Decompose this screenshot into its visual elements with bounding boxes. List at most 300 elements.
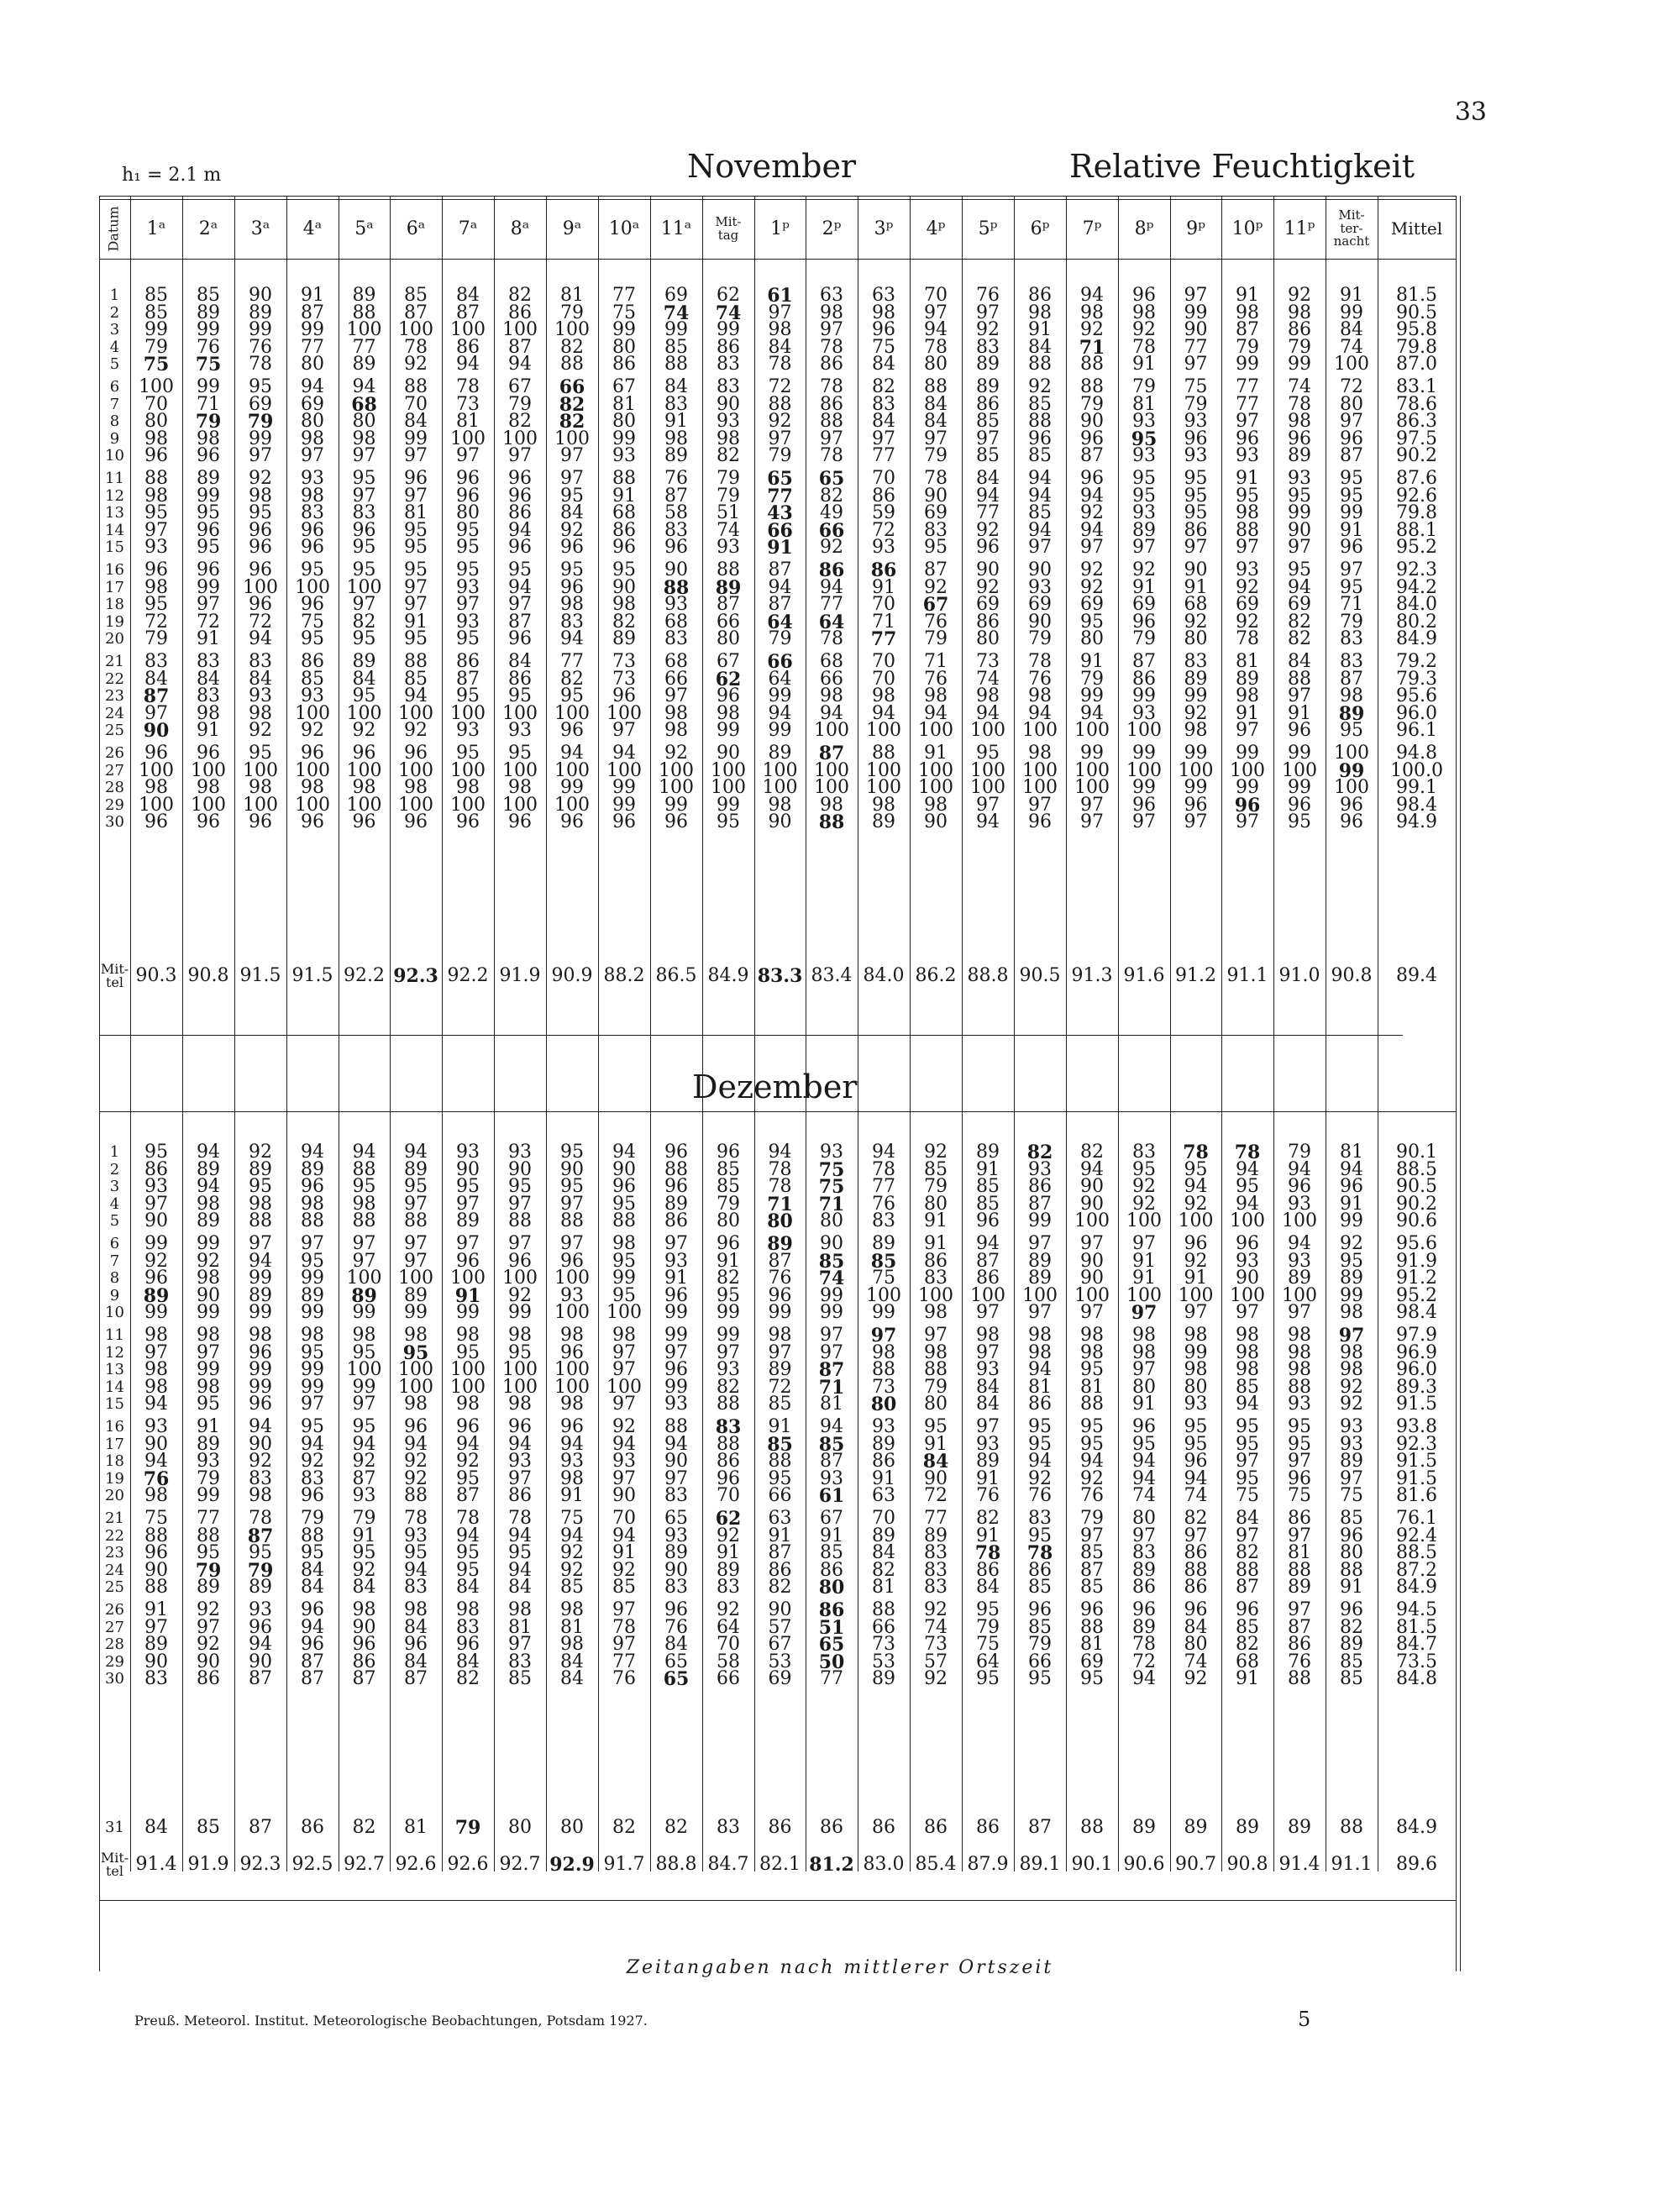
dezember-humidity-value: 98 — [924, 1341, 948, 1363]
november-humidity-value: 73 — [976, 651, 1000, 672]
november-humidity-value: 96 — [560, 720, 584, 741]
dezember-humidity-value: 78 — [768, 1158, 792, 1180]
november-daily-mean: 98.4 — [1396, 794, 1437, 816]
dezember-humidity-value: 83 — [715, 1416, 742, 1438]
november-humidity-value: 97 — [144, 519, 168, 541]
hour-header: 1ᵖ — [770, 218, 790, 239]
dezember-humidity-value: 93 — [612, 1451, 636, 1472]
dezember-humidity-value: 85 — [818, 1433, 845, 1456]
dezember-humidity-value: 66 — [768, 1485, 792, 1506]
dezember-humidity-value: 94 — [872, 1142, 895, 1163]
dezember-humidity-value: 78 — [1234, 1142, 1261, 1163]
november-humidity-value: 95 — [456, 537, 480, 558]
dezember-humidity-value: 94 — [1028, 1451, 1052, 1472]
dezember-humidity-value: 71 — [767, 1193, 793, 1215]
november-humidity-value: 72 — [249, 611, 272, 633]
dezember-humidity-value: 83 — [1132, 1142, 1156, 1163]
november-humidity-value: 100 — [866, 720, 901, 741]
dezember-humidity-value: 99 — [664, 1376, 688, 1398]
november-humidity-value: 95 — [352, 468, 376, 489]
dezember-humidity-value: 94 — [144, 1394, 168, 1415]
november-humidity-value: 87 — [404, 302, 428, 323]
dezember-humidity-value: 83 — [1132, 1542, 1156, 1563]
november-humidity-value: 94 — [820, 576, 843, 598]
dezember-humidity-value: 85 — [1340, 1668, 1363, 1689]
dezember-humidity-value: 66 — [717, 1668, 740, 1689]
dezember-humidity-value: 98 — [768, 1325, 792, 1346]
datum-header-label: Datum — [106, 206, 123, 252]
dezember-humidity-value: 86 — [924, 1817, 948, 1838]
dezember-humidity-value: 84 — [404, 1651, 428, 1672]
november-humidity-value: 70 — [872, 651, 895, 672]
november-humidity-value: 74 — [717, 519, 740, 541]
november-humidity-value: 92 — [560, 519, 584, 541]
november-humidity-value: 97 — [1236, 411, 1259, 432]
dezember-humidity-value: 80 — [1132, 1508, 1156, 1529]
dezember-humidity-value: 89 — [1340, 1268, 1363, 1289]
dezember-humidity-value: 69 — [1080, 1651, 1104, 1672]
hour-header: 5ᵖ — [978, 218, 998, 239]
dezember-humidity-value: 88 — [1080, 1394, 1104, 1415]
november-humidity-value: 98 — [664, 702, 688, 724]
dezember-humidity-value: 99 — [1028, 1210, 1052, 1231]
november-humidity-value: 86 — [508, 302, 532, 323]
dezember-humidity-value: 97 — [1236, 1525, 1259, 1546]
november-humidity-value: 98 — [717, 428, 740, 449]
dezember-humidity-value: 92 — [1340, 1233, 1363, 1254]
november-humidity-value: 99 — [1288, 777, 1311, 798]
november-humidity-value: 96 — [249, 559, 272, 580]
november-humidity-value: 100 — [398, 319, 433, 340]
november-humidity-value: 92 — [249, 720, 272, 741]
november-humidity-value: 87 — [456, 668, 480, 690]
dezember-humidity-value: 94 — [560, 1433, 584, 1455]
november-humidity-value: 92 — [1236, 611, 1259, 633]
dezember-humidity-value: 90 — [249, 1433, 272, 1455]
dezember-humidity-value: 95 — [352, 1416, 376, 1437]
dezember-humidity-value: 95 — [301, 1250, 324, 1272]
november-humidity-value: 93 — [1236, 445, 1259, 466]
november-humidity-value: 91 — [1340, 519, 1363, 541]
dezember-humidity-value: 93 — [404, 1525, 428, 1546]
dezember-humidity-value: 94 — [1132, 1451, 1156, 1472]
november-humidity-value: 100 — [554, 319, 590, 340]
november-humidity-value: 77 — [612, 285, 636, 306]
november-humidity-value: 96 — [508, 811, 532, 832]
dezember-humidity-value: 97 — [1236, 1302, 1259, 1323]
dezember-humidity-value: 97 — [352, 1233, 376, 1254]
dezember-humidity-value: 97 — [664, 1467, 688, 1489]
november-humidity-value: 96 — [301, 743, 324, 764]
dezember-day-number: 4 — [109, 1194, 120, 1213]
november-humidity-value: 98 — [1288, 302, 1311, 323]
dezember-humidity-value: 81 — [1340, 1142, 1363, 1163]
november-humidity-value: 79 — [1132, 628, 1156, 649]
november-humidity-value: 92 — [1080, 559, 1104, 580]
dezember-humidity-value: 94 — [404, 1433, 428, 1455]
hour-header: 6ᵃ — [406, 218, 426, 239]
november-humidity-value: 93 — [1184, 445, 1208, 466]
november-humidity-value: 51 — [717, 502, 740, 523]
dezember-humidity-value: 94 — [508, 1559, 532, 1581]
november-humidity-value: 83 — [197, 651, 220, 672]
november-humidity-value: 78 — [1288, 393, 1311, 415]
november-humidity-value: 74 — [663, 302, 690, 324]
november-humidity-value: 66 — [559, 376, 585, 398]
dezember-humidity-value: 96 — [144, 1268, 168, 1289]
november-humidity-value: 97 — [872, 428, 895, 449]
dezember-humidity-value: 88 — [1340, 1817, 1363, 1838]
dezember-humidity-value: 97 — [820, 1341, 843, 1363]
dezember-humidity-value: 97 — [976, 1302, 1000, 1323]
dezember-humidity-value: 77 — [612, 1651, 636, 1672]
hour-header: 8ᵃ — [510, 218, 530, 239]
dezember-humidity-value: 76 — [1288, 1651, 1311, 1672]
dezember-humidity-value: 86 — [1028, 1176, 1052, 1197]
november-humidity-value: 83 — [1340, 651, 1363, 672]
november-humidity-value: 91 — [1184, 576, 1208, 598]
november-humidity-value: 91 — [404, 611, 428, 633]
november-humidity-value: 90 — [717, 393, 740, 415]
hour-header: 4ᵖ — [926, 218, 946, 239]
november-humidity-value: 93 — [249, 685, 272, 706]
dezember-humidity-value: 79 — [247, 1559, 274, 1582]
dezember-humidity-value: 100 — [1126, 1210, 1162, 1231]
november-humidity-value: 79 — [1340, 611, 1363, 633]
november-humidity-value: 76 — [249, 336, 272, 358]
november-humidity-value: 99 — [1184, 302, 1208, 323]
november-humidity-value: 98 — [768, 319, 792, 340]
dezember-humidity-value: 98 — [1132, 1341, 1156, 1363]
november-humidity-value: 95 — [1184, 502, 1208, 523]
november-humidity-value: 95 — [1080, 611, 1104, 633]
november-humidity-value: 100 — [866, 759, 901, 781]
november-humidity-value: 64 — [767, 611, 793, 633]
dezember-humidity-value: 89 — [1340, 1634, 1363, 1655]
november-daily-mean: 81.5 — [1396, 285, 1437, 306]
dezember-humidity-value: 90 — [820, 1233, 843, 1254]
dezember-humidity-value: 80 — [717, 1210, 740, 1231]
november-humidity-value: 69 — [249, 393, 272, 415]
november-humidity-value: 99 — [1184, 777, 1208, 798]
november-humidity-value: 96 — [352, 519, 376, 541]
november-humidity-value: 73 — [612, 668, 636, 690]
november-humidity-value: 97 — [924, 302, 948, 323]
november-humidity-value: 87 — [717, 594, 740, 615]
november-humidity-value: 75 — [195, 354, 222, 375]
dezember-humidity-value: 90 — [197, 1284, 220, 1306]
dezember-daily-mean: 81.6 — [1396, 1485, 1437, 1506]
november-humidity-value: 100 — [814, 720, 849, 741]
november-humidity-value: 77 — [301, 336, 324, 358]
dezember-humidity-value: 91 — [664, 1268, 688, 1289]
november-humidity-value: 96 — [1340, 811, 1363, 832]
november-humidity-value: 95 — [456, 743, 480, 764]
november-humidity-value: 89 — [768, 743, 792, 764]
november-humidity-value: 95 — [456, 685, 480, 706]
november-humidity-value: 88 — [352, 302, 376, 323]
november-humidity-value: 66 — [767, 651, 793, 673]
november-day-number: 25 — [105, 722, 124, 739]
november-humidity-value: 98 — [144, 576, 168, 598]
november-day-number: 9 — [109, 429, 120, 448]
dezember-humidity-value: 89 — [301, 1284, 324, 1306]
dezember-humidity-value: 95 — [249, 1542, 272, 1563]
november-humidity-value: 88 — [1080, 376, 1104, 397]
november-humidity-value: 96 — [197, 743, 220, 764]
dezember-humidity-value: 90 — [768, 1599, 792, 1620]
november-humidity-value: 90 — [976, 559, 1000, 580]
dezember-humidity-value: 96 — [144, 1542, 168, 1563]
november-humidity-value: 79 — [1236, 336, 1259, 358]
november-humidity-value: 80 — [301, 354, 324, 375]
dezember-humidity-value: 97 — [1080, 1233, 1104, 1254]
november-humidity-value: 87 — [301, 302, 324, 323]
dezember-humidity-value: 95 — [456, 1542, 480, 1563]
dezember-humidity-value: 67 — [820, 1508, 843, 1529]
dezember-humidity-value: 95 — [1288, 1416, 1311, 1437]
dezember-humidity-value: 80 — [508, 1817, 532, 1838]
november-humidity-value: 99 — [197, 576, 220, 598]
dezember-humidity-value: 85 — [767, 1433, 793, 1456]
dezember-humidity-value: 93 — [1288, 1193, 1311, 1215]
november-humidity-value: 89 — [1236, 668, 1259, 690]
dezember-humidity-value: 85 — [976, 1193, 1000, 1215]
november-humidity-value: 95 — [352, 537, 376, 558]
dezember-humidity-value: 90 — [352, 1616, 376, 1638]
dezember-humidity-value: 94 — [352, 1433, 376, 1455]
dezember-humidity-value: 94 — [1184, 1467, 1208, 1489]
dezember-humidity-value: 97 — [768, 1341, 792, 1363]
dezember-humidity-value: 95 — [1028, 1668, 1052, 1689]
november-humidity-value: 91 — [664, 411, 688, 432]
november-humidity-value: 78 — [1132, 336, 1156, 358]
dezember-hourly-mean: 91.4 — [1278, 1854, 1320, 1875]
november-humidity-value: 85 — [664, 336, 688, 358]
november-hourly-mean: 91.0 — [1278, 965, 1320, 986]
november-daily-mean: 92.6 — [1396, 485, 1437, 507]
hour-header: 7ᵃ — [458, 218, 478, 239]
november-humidity-value: 96 — [197, 519, 220, 541]
november-humidity-value: 95 — [404, 537, 428, 558]
dezember-humidity-value: 84 — [508, 1577, 532, 1598]
dezember-humidity-value: 94 — [664, 1433, 688, 1455]
november-humidity-value: 79 — [247, 411, 274, 433]
dezember-humidity-value: 80 — [1184, 1634, 1208, 1655]
dezember-humidity-value: 85 — [870, 1250, 897, 1273]
november-humidity-value: 95 — [508, 559, 532, 580]
dezember-humidity-value: 96 — [768, 1284, 792, 1306]
november-humidity-value: 92 — [352, 720, 376, 741]
november-humidity-value: 82 — [560, 336, 584, 358]
november-humidity-value: 99 — [1288, 743, 1311, 764]
dezember-humidity-value: 95 — [1132, 1158, 1156, 1180]
dezember-humidity-value: 97 — [612, 1341, 636, 1363]
dezember-humidity-value: 91 — [872, 1467, 895, 1489]
dezember-end-rule — [99, 1900, 1456, 1901]
november-humidity-value: 99 — [1132, 685, 1156, 706]
hour-header: 9ᵖ — [1186, 218, 1205, 239]
dezember-humidity-value: 100 — [866, 1284, 901, 1306]
dezember-daily-mean: 87.2 — [1396, 1559, 1437, 1581]
november-humidity-value: 97 — [976, 302, 1000, 323]
november-daily-mean: 79.2 — [1396, 651, 1437, 672]
november-humidity-value: 86 — [456, 336, 480, 358]
november-humidity-value: 98 — [249, 485, 272, 507]
november-humidity-value: 96 — [249, 811, 272, 832]
dezember-humidity-value: 93 — [976, 1359, 1000, 1380]
dezember-humidity-value: 91 — [717, 1542, 740, 1563]
november-humidity-value: 100 — [554, 759, 590, 781]
november-humidity-value: 97 — [144, 702, 168, 724]
dezember-humidity-value: 99 — [144, 1302, 168, 1323]
dezember-humidity-value: 86 — [820, 1817, 843, 1838]
november-humidity-value: 97 — [820, 428, 843, 449]
dezember-humidity-value: 87 — [247, 1525, 274, 1547]
november-humidity-value: 100 — [814, 759, 849, 781]
november-humidity-value: 96 — [1236, 428, 1259, 449]
header-bottom-rule — [99, 259, 1456, 260]
november-humidity-value: 99 — [1132, 777, 1156, 798]
dezember-humidity-value: 99 — [301, 1268, 324, 1289]
november-humidity-value: 93 — [1132, 502, 1156, 523]
november-humidity-value: 84 — [924, 411, 948, 432]
november-day-number: 10 — [105, 447, 124, 465]
november-humidity-value: 96 — [404, 468, 428, 489]
dezember-humidity-value: 81 — [872, 1577, 895, 1598]
dezember-humidity-value: 83 — [664, 1485, 688, 1506]
dezember-humidity-value: 100 — [502, 1359, 538, 1380]
november-humidity-value: 89 — [197, 468, 220, 489]
november-humidity-value: 72 — [872, 519, 895, 541]
dezember-humidity-value: 98 — [560, 1634, 584, 1655]
dezember-humidity-value: 92 — [612, 1416, 636, 1437]
november-humidity-value: 94 — [456, 354, 480, 375]
november-humidity-value: 98 — [1340, 685, 1363, 706]
november-humidity-value: 95 — [508, 743, 532, 764]
dezember-humidity-value: 89 — [872, 1433, 895, 1455]
november-humidity-value: 94 — [560, 743, 584, 764]
dezember-humidity-value: 94 — [352, 1142, 376, 1163]
dezember-humidity-value: 74 — [1184, 1651, 1208, 1672]
november-day-number: 24 — [105, 704, 124, 722]
dezember-humidity-value: 70 — [717, 1634, 740, 1655]
dezember-mittel-label: Mit- tel — [100, 1850, 129, 1879]
november-humidity-value: 95 — [144, 502, 168, 523]
dezember-humidity-value: 87 — [301, 1668, 324, 1689]
dezember-humidity-value: 89 — [872, 1668, 895, 1689]
november-humidity-value: 86 — [508, 502, 532, 523]
november-daily-mean: 83.1 — [1396, 376, 1437, 397]
dezember-humidity-value: 87 — [301, 1651, 324, 1672]
november-humidity-value: 98 — [820, 794, 843, 816]
november-humidity-value: 100 — [1126, 759, 1162, 781]
dezember-humidity-value: 80 — [1340, 1542, 1363, 1563]
november-humidity-value: 69 — [1080, 594, 1104, 615]
november-humidity-value: 62 — [717, 285, 740, 306]
november-humidity-value: 82 — [508, 285, 532, 306]
dezember-day-number: 27 — [105, 1618, 124, 1636]
dezember-humidity-value: 90 — [144, 1433, 168, 1455]
november-humidity-value: 97 — [1184, 811, 1208, 832]
dezember-humidity-value: 95 — [456, 1341, 480, 1363]
november-humidity-value: 95 — [976, 743, 1000, 764]
november-humidity-value: 99 — [612, 428, 636, 449]
november-humidity-value: 89 — [664, 445, 688, 466]
dezember-humidity-value: 94 — [1340, 1158, 1363, 1180]
dezember-humidity-value: 94 — [976, 1233, 1000, 1254]
november-humidity-value: 98 — [664, 428, 688, 449]
dezember-humidity-value: 94 — [612, 1433, 636, 1455]
november-humidity-value: 95 — [1131, 428, 1158, 450]
dezember-humidity-value: 98 — [249, 1325, 272, 1346]
november-humidity-value: 95 — [352, 628, 376, 649]
november-humidity-value: 100 — [450, 759, 486, 781]
dezember-humidity-value: 100 — [554, 1268, 590, 1289]
november-humidity-value: 97 — [1028, 537, 1052, 558]
dezember-humidity-value: 83 — [924, 1542, 948, 1563]
november-humidity-value: 82 — [1288, 628, 1311, 649]
dezember-humidity-value: 100 — [450, 1268, 486, 1289]
dezember-humidity-value: 92 — [352, 1451, 376, 1472]
dezember-hourly-mean: 92.6 — [395, 1854, 437, 1875]
november-humidity-value: 88 — [560, 354, 584, 375]
dezember-humidity-value: 70 — [717, 1485, 740, 1506]
november-humidity-value: 100 — [191, 759, 226, 781]
dezember-humidity-value: 84 — [976, 1394, 1000, 1415]
november-humidity-value: 100 — [1334, 354, 1369, 375]
dezember-humidity-value: 98 — [1184, 1359, 1208, 1380]
november-humidity-value: 83 — [664, 393, 688, 415]
dezember-humidity-value: 98 — [144, 1359, 168, 1380]
november-day-number: 13 — [105, 504, 124, 522]
dezember-humidity-value: 92 — [456, 1451, 480, 1472]
dezember-humidity-value: 95 — [1184, 1433, 1208, 1455]
november-humidity-value: 100 — [1230, 759, 1265, 781]
dezember-humidity-value: 95 — [768, 1467, 792, 1489]
dezember-humidity-value: 69 — [768, 1668, 792, 1689]
dezember-day-number: 3 — [109, 1178, 120, 1195]
november-humidity-value: 88 — [1288, 668, 1311, 690]
november-humidity-value: 97 — [768, 302, 792, 323]
november-humidity-value: 98 — [1184, 720, 1208, 741]
november-hourly-mean: 92.2 — [344, 965, 385, 986]
dezember-hourly-mean: 91.1 — [1331, 1854, 1373, 1875]
november-humidity-value: 80 — [1080, 628, 1104, 649]
november-humidity-value: 96 — [1340, 794, 1363, 816]
november-humidity-value: 88 — [404, 651, 428, 672]
dezember-daily-mean: 90.5 — [1396, 1176, 1437, 1197]
dezember-humidity-value: 79 — [197, 1467, 220, 1489]
november-humidity-value: 69 — [924, 502, 948, 523]
dezember-humidity-value: 89 — [1340, 1451, 1363, 1472]
dezember-humidity-value: 95 — [456, 1467, 480, 1489]
dezember-humidity-value: 100 — [1022, 1284, 1058, 1306]
november-humidity-value: 98 — [560, 594, 584, 615]
dezember-humidity-value: 91 — [454, 1284, 481, 1307]
dezember-humidity-value: 98 — [508, 1394, 532, 1415]
dezember-humidity-value: 96 — [664, 1359, 688, 1380]
november-humidity-value: 92 — [664, 743, 688, 764]
november-humidity-value: 84 — [664, 376, 688, 397]
november-humidity-value: 95 — [456, 559, 480, 580]
dezember-hourly-mean: 89.1 — [1019, 1854, 1061, 1875]
dezember-day-number: 28 — [105, 1635, 124, 1653]
hour-header: 5ᵃ — [354, 218, 374, 239]
november-humidity-value: 87 — [768, 594, 792, 615]
dezember-humidity-value: 88 — [1184, 1559, 1208, 1581]
november-humidity-value: 98 — [1028, 685, 1052, 706]
